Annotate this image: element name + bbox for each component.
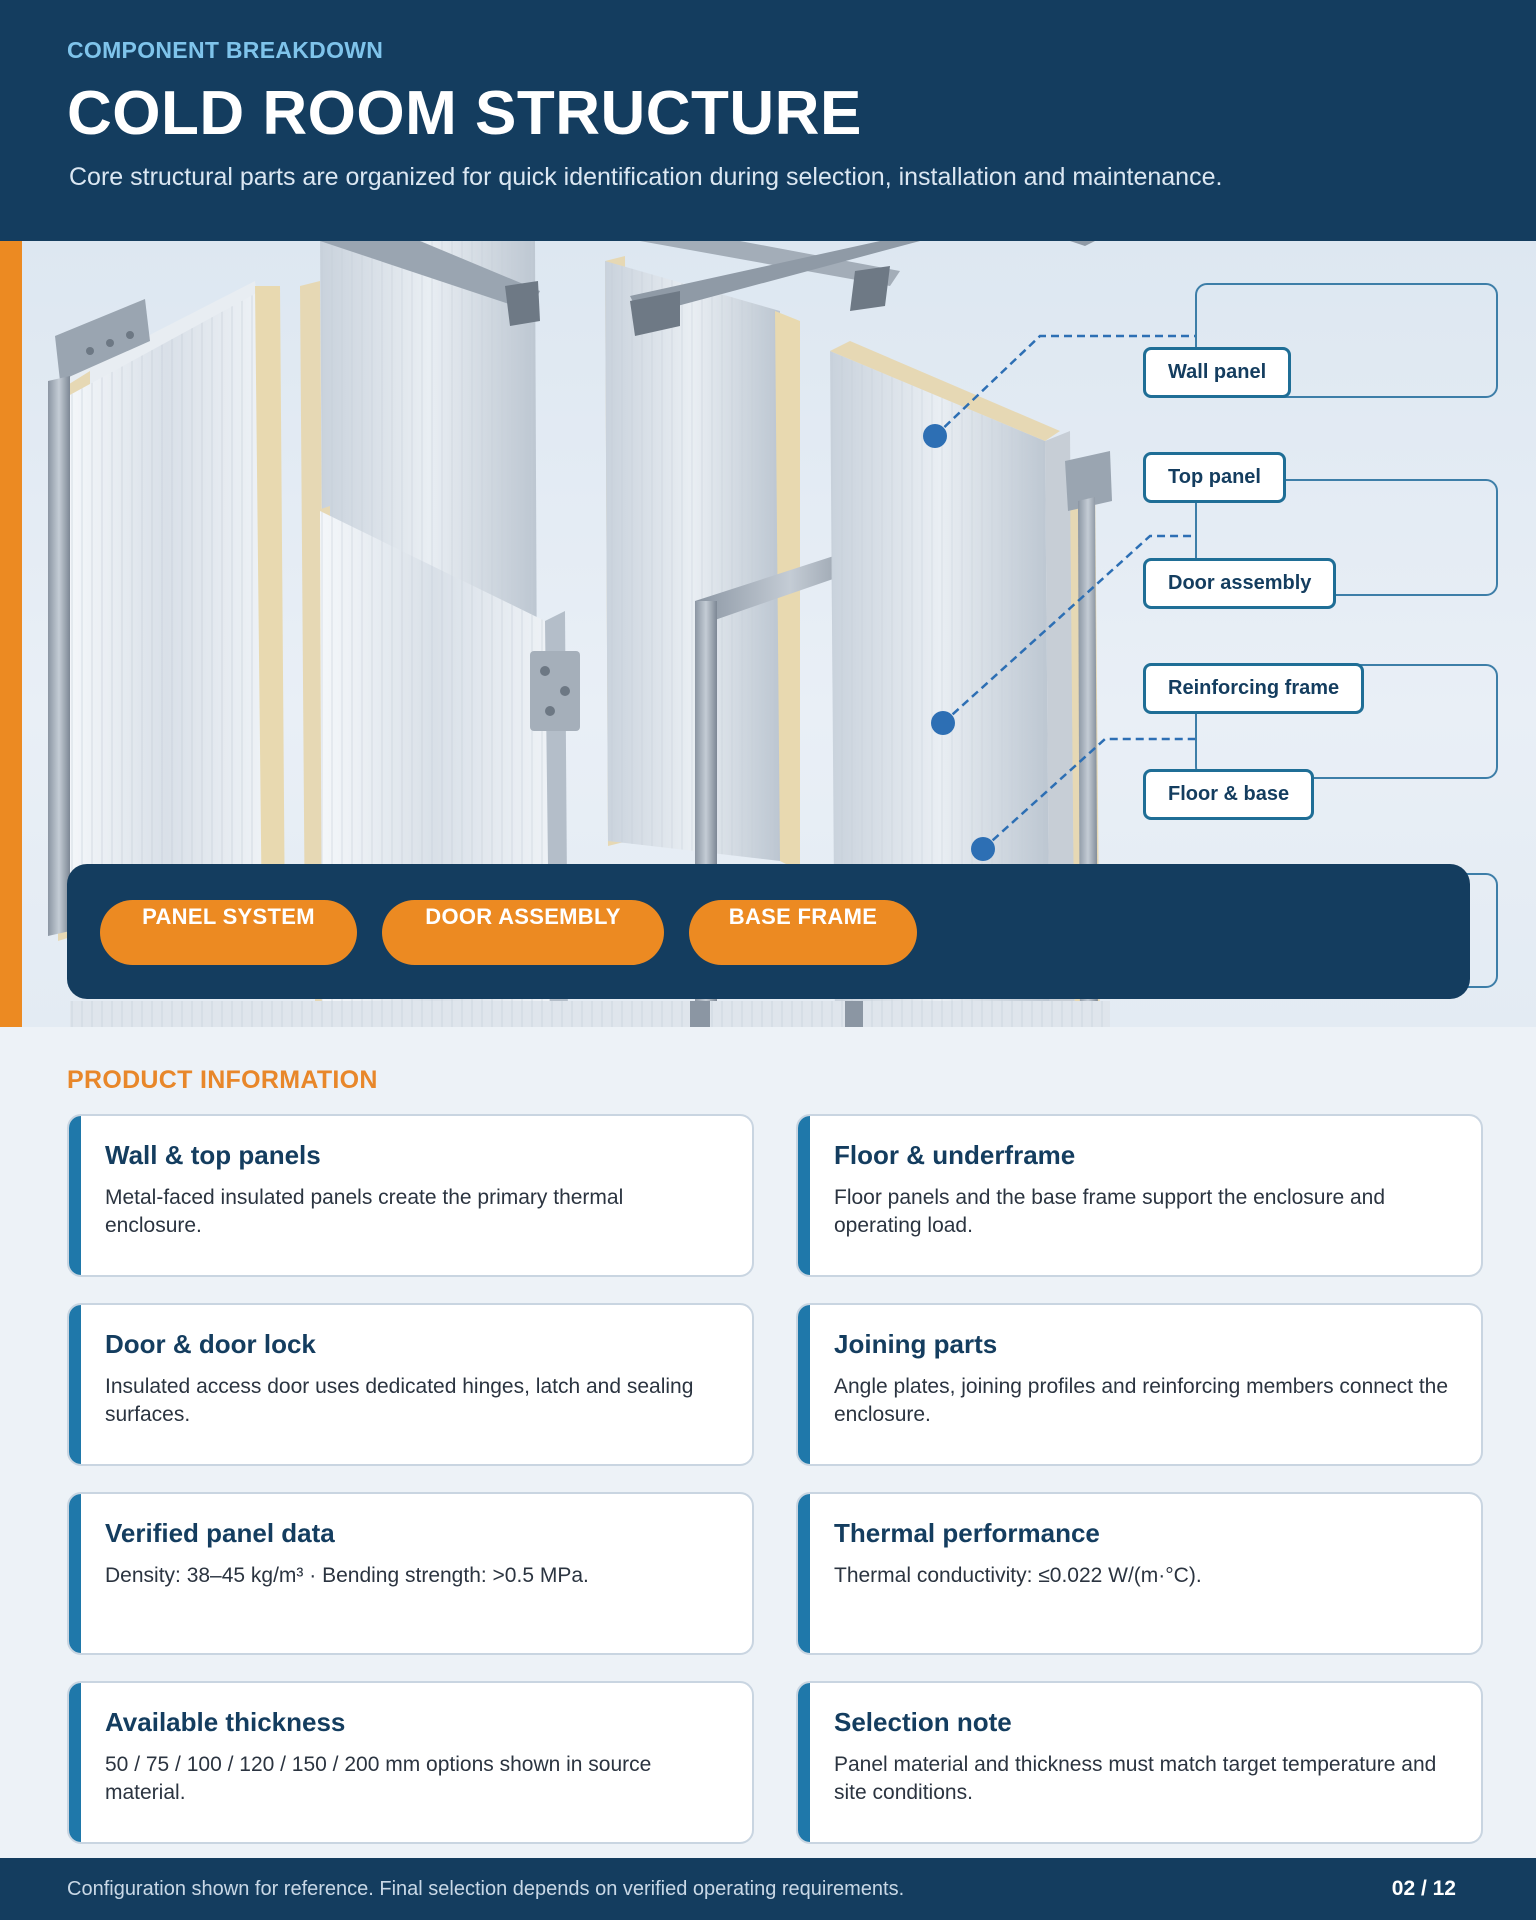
- info-card-door-lock: [67, 1303, 754, 1466]
- info-card-verified-panel-data: [67, 1492, 754, 1655]
- card-stripe: [69, 1683, 81, 1842]
- page-subtitle: Core structural parts are organized for quick identification during selection, installation and maintenance.: [69, 163, 1223, 191]
- card-text: Angle plates, joining profiles and reinforcing members connect the enclosure.: [834, 1375, 1449, 1426]
- card-stripe: [798, 1305, 810, 1464]
- info-card-selection-note: [796, 1681, 1483, 1844]
- card-title: Floor & underframe: [834, 1140, 1076, 1170]
- card-text: 50 / 75 / 100 / 120 / 150 / 200 mm options shown in source material.: [105, 1753, 652, 1804]
- page-title: COLD ROOM STRUCTURE: [67, 79, 862, 148]
- category-panel-system[interactable]: PANEL SYSTEM: [100, 900, 357, 965]
- callout-door-assembly: Door assembly: [1143, 558, 1336, 609]
- card-title: Selection note: [834, 1707, 1012, 1737]
- card-stripe: [69, 1305, 81, 1464]
- card-stripe: [798, 1494, 810, 1653]
- card-text: Insulated access door uses dedicated hinges, latch and sealing surfaces.: [105, 1375, 694, 1426]
- callout-top-panel: Top panel: [1143, 452, 1286, 503]
- card-stripe: [69, 1116, 81, 1275]
- card-title: Available thickness: [105, 1707, 346, 1737]
- eyebrow-label: COMPONENT BREAKDOWN: [67, 37, 384, 63]
- info-card-floor-underframe: [796, 1114, 1483, 1277]
- product-info-heading: PRODUCT INFORMATION: [67, 1066, 378, 1094]
- footer-note: Configuration shown for reference. Final selection depends on verified operating requirements.: [67, 1878, 905, 1900]
- card-text: Floor panels and the base frame support the enclosure and operating load.: [834, 1186, 1386, 1237]
- card-text: Density: 38–45 kg/m³ · Bending strength: >0.5 MPa.: [105, 1564, 589, 1587]
- page-number: 02 / 12: [1391, 1877, 1456, 1900]
- card-text: Metal-faced insulated panels create the primary thermal enclosure.: [105, 1186, 624, 1237]
- card-title: Thermal performance: [834, 1518, 1100, 1548]
- card-title: Wall & top panels: [105, 1140, 321, 1170]
- page-header: [0, 0, 1536, 241]
- card-text: Thermal conductivity: ≤0.022 W/(m·°C).: [834, 1564, 1202, 1587]
- info-card-thermal-performance: [796, 1492, 1483, 1655]
- page-footer: [0, 1858, 1536, 1920]
- card-title: Verified panel data: [105, 1518, 335, 1548]
- card-title: Door & door lock: [105, 1329, 316, 1359]
- card-stripe: [798, 1683, 810, 1842]
- accent-bar: [0, 241, 22, 1027]
- card-stripe: [798, 1116, 810, 1275]
- callout-wall-panel: Wall panel: [1143, 347, 1291, 398]
- callout-floor-base: Floor & base: [1143, 769, 1314, 820]
- callout-reinforcing-frame: Reinforcing frame: [1143, 663, 1364, 714]
- info-card-available-thickness: [67, 1681, 754, 1844]
- category-base-frame[interactable]: BASE FRAME: [689, 900, 917, 965]
- info-card-joining-parts: [796, 1303, 1483, 1466]
- card-title: Joining parts: [834, 1329, 998, 1359]
- card-text: Panel material and thickness must match target temperature and site conditions.: [834, 1753, 1437, 1804]
- card-stripe: [69, 1494, 81, 1653]
- category-door-assembly[interactable]: DOOR ASSEMBLY: [382, 900, 664, 965]
- info-card-wall-top-panels: [67, 1114, 754, 1277]
